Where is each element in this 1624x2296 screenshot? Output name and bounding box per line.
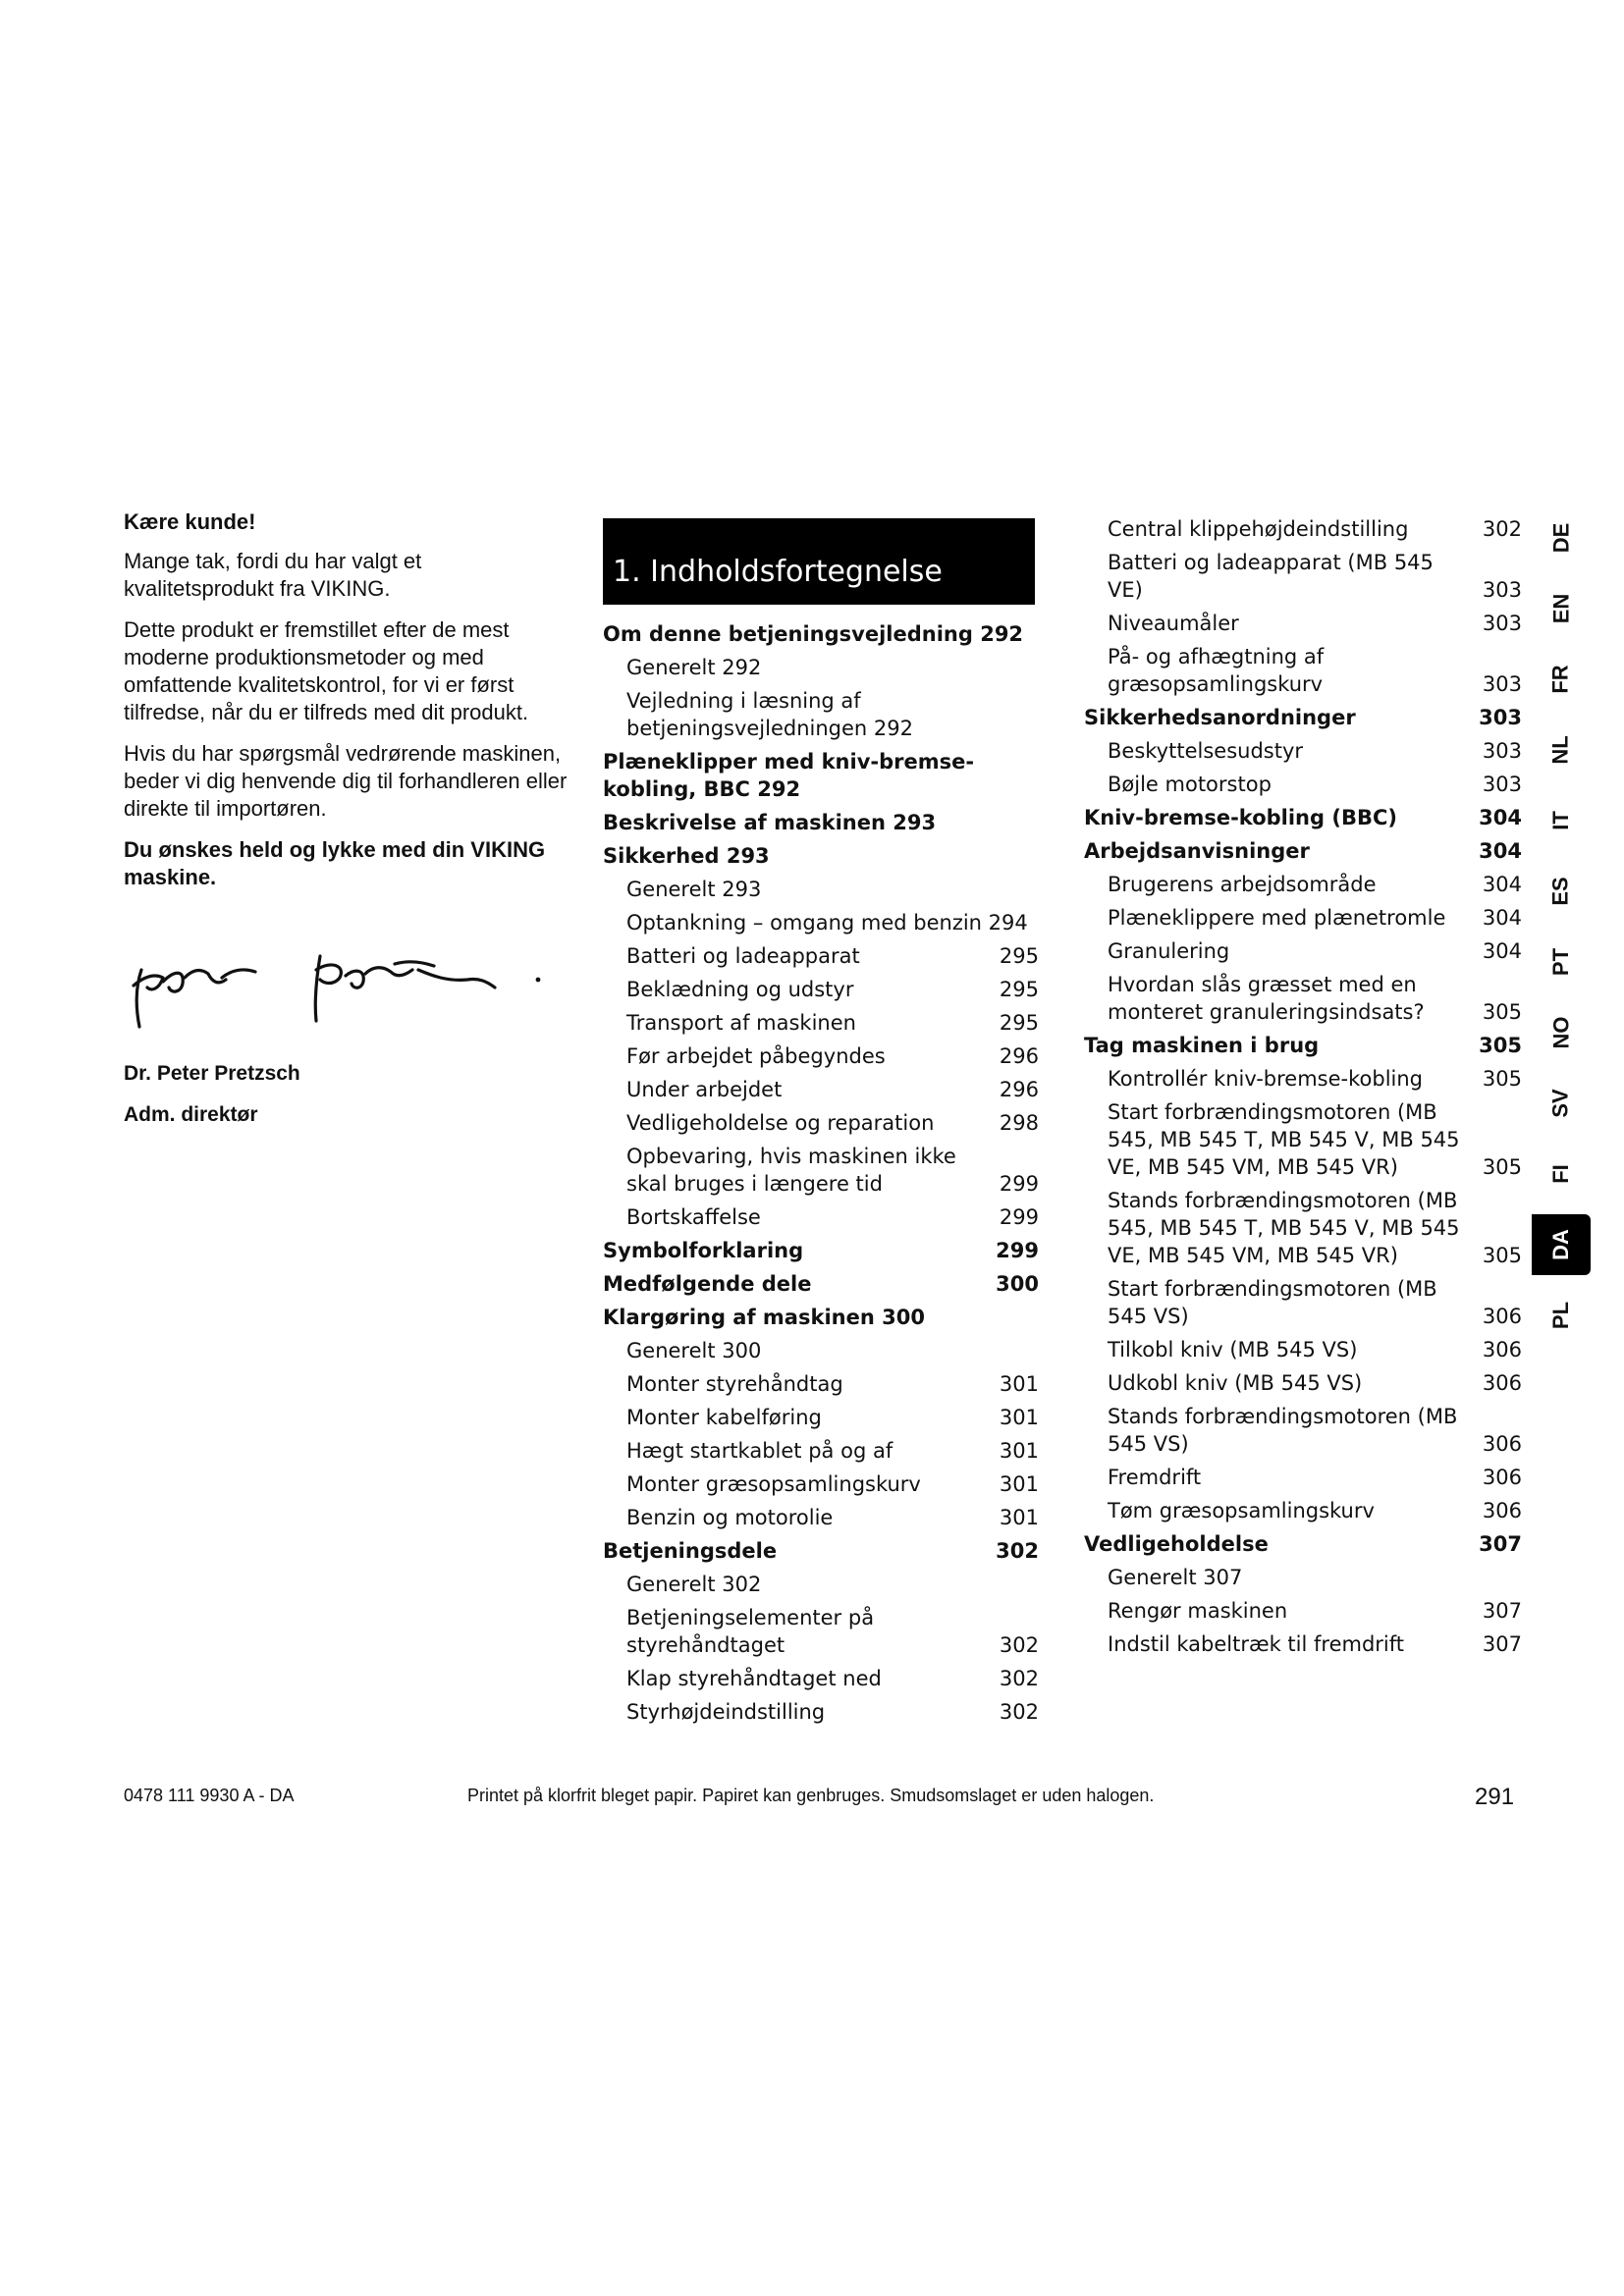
- toc-entry-text: Granulering: [1108, 939, 1230, 963]
- language-tab-fr[interactable]: [1532, 657, 1591, 702]
- toc-entry-text: Niveaumåler: [1108, 612, 1239, 635]
- language-tab-es[interactable]: [1532, 869, 1591, 914]
- signature-image: [124, 931, 556, 1039]
- toc-entry-page: 303: [1482, 773, 1522, 796]
- language-tab-no[interactable]: [1532, 1010, 1591, 1055]
- toc-entry[interactable]: [603, 1571, 1039, 1598]
- toc-entry-page: 303: [1482, 739, 1522, 763]
- toc-entry[interactable]: [1084, 837, 1522, 865]
- language-tab-it[interactable]: [1532, 798, 1591, 843]
- toc-entry-page: 302: [999, 1667, 1039, 1690]
- toc-entry[interactable]: [603, 1504, 1039, 1531]
- toc-entry[interactable]: [1084, 871, 1522, 898]
- toc-entry-page: 305: [1482, 1067, 1522, 1091]
- toc-entry[interactable]: [603, 1304, 1039, 1331]
- toc-entry-text: Hægt startkablet på og af: [626, 1439, 893, 1463]
- paper-note: Printet på klorfrit bleget papir. Papiret kan genbruges. Smudsomslaget er uden halogen.: [467, 1786, 1155, 1805]
- toc-entry-page: 304: [1479, 839, 1522, 863]
- toc-entry-page: 302: [999, 1700, 1039, 1724]
- toc-entry-text: Stands forbrændingsmotoren (MB 545, MB 545 T, MB 545 V, MB 545 VE, MB 545 VM, MB 545 VR): [1108, 1189, 1460, 1267]
- language-tab-label: PL: [1548, 1301, 1573, 1330]
- toc-title-text: 1. Indholdsfortegnelse: [613, 555, 943, 589]
- toc-entry-text: Kniv-bremse-kobling (BBC): [1084, 806, 1397, 829]
- toc-entry-text: Plæneklippere med plænetromle: [1108, 906, 1446, 930]
- language-tab-label: DA: [1548, 1229, 1573, 1260]
- toc-entry-text: Stands forbrændingsmotoren (MB 545 VS): [1108, 1405, 1458, 1456]
- toc-entry[interactable]: [1084, 1403, 1522, 1458]
- toc-entry-text: Vejledning i læsning af betjeningsvejledningen 292: [626, 689, 914, 740]
- toc-entry[interactable]: [1084, 1032, 1522, 1059]
- toc-entry[interactable]: [603, 748, 1039, 803]
- toc-entry[interactable]: [603, 1076, 1039, 1103]
- language-tabs: [1532, 515, 1591, 1363]
- toc-entry[interactable]: [1084, 610, 1522, 637]
- letter-paragraph-3: Hvis du har spørgsmål vedrørende maskinen, beder vi dig henvende dig til forhandleren eller direkte til importøren.: [124, 741, 568, 821]
- toc-entry-text: Monter græsopsamlingskurv: [626, 1472, 921, 1496]
- toc-entry-page: 301: [999, 1406, 1039, 1429]
- toc-entry-page: 306: [1482, 1466, 1522, 1489]
- toc-entry[interactable]: [1084, 737, 1522, 765]
- toc-entry-page: 303: [1482, 672, 1522, 696]
- toc-entry[interactable]: [1084, 1464, 1522, 1491]
- toc-entry-text: Benzin og motorolie: [626, 1506, 834, 1529]
- toc-middle-column: [603, 620, 1039, 1732]
- language-tab-fi[interactable]: [1532, 1151, 1591, 1197]
- toc-entry-text: Optankning – omgang med benzin 294: [626, 911, 1028, 934]
- toc-entry[interactable]: [1084, 549, 1522, 604]
- toc-entry[interactable]: [603, 909, 1039, 936]
- signer-name: Dr. Peter Pretzsch: [124, 1062, 300, 1085]
- toc-entry-page: 296: [999, 1078, 1039, 1101]
- toc-entry[interactable]: [603, 809, 1039, 836]
- toc-entry[interactable]: [1084, 515, 1522, 543]
- toc-entry-page: 305: [1482, 1155, 1522, 1179]
- toc-entry-text: Fremdrift: [1108, 1466, 1202, 1489]
- toc-entry-text: Start forbrændingsmotoren (MB 545, MB 545 T, MB 545 V, MB 545 VE, MB 545 VM, MB 545 VR): [1108, 1100, 1460, 1179]
- language-tab-label: PT: [1548, 947, 1573, 977]
- toc-entry-text: Plæneklipper med kniv-bremse-kobling, BBC 292: [603, 750, 975, 801]
- toc-entry[interactable]: [1084, 1098, 1522, 1181]
- language-tab-de[interactable]: [1532, 515, 1591, 561]
- toc-entry-page: 302: [996, 1539, 1039, 1563]
- toc-entry[interactable]: [1084, 937, 1522, 965]
- letter-closing: Du ønskes held og lykke med din VIKING maskine.: [124, 837, 546, 889]
- toc-entry-page: 299: [999, 1205, 1039, 1229]
- toc-entry[interactable]: [1084, 1597, 1522, 1625]
- toc-entry[interactable]: [1084, 1187, 1522, 1269]
- toc-entry-text: Tøm græsopsamlingskurv: [1108, 1499, 1375, 1522]
- toc-entry-text: Opbevaring, hvis maskinen ikke skal bruges i længere tid: [626, 1145, 956, 1196]
- toc-entry[interactable]: [603, 1370, 1039, 1398]
- language-tab-nl[interactable]: [1532, 727, 1591, 773]
- toc-entry[interactable]: [603, 687, 1039, 742]
- toc-entry[interactable]: [603, 1143, 1039, 1198]
- toc-entry-page: 305: [1479, 1034, 1522, 1057]
- toc-entry[interactable]: [603, 620, 1039, 648]
- toc-entry-page: 304: [1479, 806, 1522, 829]
- toc-entry-page: 306: [1482, 1338, 1522, 1362]
- language-tab-label: IT: [1548, 811, 1573, 830]
- toc-entry-page: 304: [1482, 906, 1522, 930]
- toc-entry-text: Beskyttelsesudstyr: [1108, 739, 1304, 763]
- toc-entry-text: Start forbrændingsmotoren (MB 545 VS): [1108, 1277, 1437, 1328]
- toc-entry-page: 306: [1482, 1371, 1522, 1395]
- toc-entry[interactable]: [1084, 643, 1522, 698]
- toc-entry[interactable]: [603, 1537, 1039, 1565]
- toc-entry[interactable]: [1084, 1497, 1522, 1524]
- toc-entry-text: Hvordan slås græsset med en monteret granuleringsindsats?: [1108, 973, 1425, 1024]
- toc-entry-page: 296: [999, 1044, 1039, 1068]
- toc-entry[interactable]: [1084, 1336, 1522, 1363]
- toc-entry-text: Sikkerhedsanordninger: [1084, 706, 1356, 729]
- toc-entry[interactable]: [1084, 704, 1522, 731]
- toc-entry-text: Arbejdsanvisninger: [1084, 839, 1310, 863]
- toc-entry-text: Generelt 293: [626, 878, 762, 901]
- toc-entry[interactable]: [1084, 1630, 1522, 1658]
- toc-entry[interactable]: [1084, 904, 1522, 932]
- toc-entry[interactable]: [603, 1470, 1039, 1498]
- toc-entry-page: 307: [1482, 1599, 1522, 1623]
- document-code: 0478 111 9930 A - DA: [124, 1786, 295, 1805]
- welcome-letter: [124, 508, 575, 1143]
- toc-entry-text: Brugerens arbejdsområde: [1108, 873, 1377, 896]
- toc-entry-text: Symbolforklaring: [603, 1239, 804, 1262]
- toc-entry-page: 295: [999, 978, 1039, 1001]
- toc-entry[interactable]: [1084, 1369, 1522, 1397]
- toc-entry[interactable]: [603, 1270, 1039, 1298]
- language-tab-en[interactable]: [1532, 586, 1591, 631]
- toc-entry-text: Central klippehøjdeindstilling: [1108, 517, 1409, 541]
- toc-entry-text: Udkobl kniv (MB 545 VS): [1108, 1371, 1363, 1395]
- toc-entry-page: 307: [1482, 1632, 1522, 1656]
- toc-entry-page: 300: [996, 1272, 1039, 1296]
- signer-title: Adm. direktør: [124, 1103, 258, 1126]
- toc-entry[interactable]: [603, 1665, 1039, 1692]
- language-tab-label: NL: [1547, 735, 1573, 765]
- toc-entry-text: Transport af maskinen: [626, 1011, 856, 1035]
- toc-entry[interactable]: [1084, 971, 1522, 1026]
- toc-entry[interactable]: [1084, 1275, 1522, 1330]
- toc-entry-page: 307: [1479, 1532, 1522, 1556]
- language-tab-pl[interactable]: [1532, 1293, 1591, 1338]
- language-tab-pt[interactable]: [1532, 939, 1591, 985]
- toc-entry-text: Betjeningsdele: [603, 1539, 778, 1563]
- language-tab-label: FR: [1547, 665, 1573, 694]
- language-tab-label: FI: [1548, 1164, 1573, 1184]
- language-tab-da[interactable]: [1532, 1214, 1591, 1275]
- toc-entry[interactable]: [603, 1698, 1039, 1726]
- language-tab-sv[interactable]: [1532, 1081, 1591, 1126]
- language-tab-label: NO: [1548, 1016, 1573, 1049]
- toc-entry[interactable]: [1084, 1065, 1522, 1093]
- toc-entry-page: 304: [1482, 939, 1522, 963]
- toc-entry-text: Vedligeholdelse og reparation: [626, 1111, 935, 1135]
- toc-entry-text: Generelt 307: [1108, 1566, 1243, 1589]
- toc-entry-page: 303: [1482, 578, 1522, 602]
- toc-entry-page: 295: [999, 1011, 1039, 1035]
- toc-entry-text: Tag maskinen i brug: [1084, 1034, 1320, 1057]
- toc-title: [603, 518, 1035, 605]
- greeting: Kære kunde!: [124, 509, 256, 534]
- page-number: 291: [1475, 1784, 1515, 1810]
- language-tab-label: DE: [1548, 522, 1573, 554]
- toc-entry[interactable]: [603, 1404, 1039, 1431]
- toc-entry-text: Styrhøjdeindstilling: [626, 1700, 826, 1724]
- toc-entry-text: Bortskaffelse: [626, 1205, 761, 1229]
- toc-entry[interactable]: [1084, 1564, 1522, 1591]
- toc-entry-page: 295: [999, 944, 1039, 968]
- toc-entry-text: Klargøring af maskinen 300: [603, 1306, 925, 1329]
- toc-entry-text: Kontrollér kniv-bremse-kobling: [1108, 1067, 1423, 1091]
- toc-entry[interactable]: [603, 1237, 1039, 1264]
- toc-entry-page: 306: [1482, 1432, 1522, 1456]
- toc-entry-page: 299: [999, 1172, 1039, 1196]
- toc-entry[interactable]: [603, 1042, 1039, 1070]
- signature: [124, 931, 575, 1039]
- toc-entry[interactable]: [603, 1009, 1039, 1037]
- toc-entry[interactable]: [603, 1203, 1039, 1231]
- toc-entry[interactable]: [603, 976, 1039, 1003]
- toc-right-column: [1084, 515, 1522, 1664]
- toc-entry-text: Generelt 292: [626, 656, 762, 679]
- toc-entry-text: På- og afhægtning af græsopsamlingskurv: [1108, 645, 1325, 696]
- toc-entry-text: Beklædning og udstyr: [626, 978, 854, 1001]
- toc-entry[interactable]: [603, 1337, 1039, 1364]
- toc-entry-page: 303: [1482, 612, 1522, 635]
- toc-entry-page: 305: [1482, 1000, 1522, 1024]
- letter-paragraph-2: Dette produkt er fremstillet efter de mest moderne produktionsmetoder og med omfattende kvalitetskontrol, for vi er først tilfredse, når du er tilfreds med dit produkt.: [124, 617, 529, 724]
- toc-entry-page: 298: [999, 1111, 1039, 1135]
- toc-entry-text: Monter kabelføring: [626, 1406, 822, 1429]
- toc-entry-text: Beskrivelse af maskinen 293: [603, 811, 937, 834]
- toc-entry-text: Bøjle motorstop: [1108, 773, 1272, 796]
- toc-entry-page: 304: [1482, 873, 1522, 896]
- toc-entry-page: 302: [1482, 517, 1522, 541]
- language-tab-label: EN: [1548, 593, 1573, 624]
- toc-entry-page: 305: [1482, 1244, 1522, 1267]
- toc-entry[interactable]: [603, 842, 1039, 870]
- toc-entry-page: 306: [1482, 1305, 1522, 1328]
- toc-entry-text: Rengør maskinen: [1108, 1599, 1288, 1623]
- toc-entry-text: Sikkerhed 293: [603, 844, 770, 868]
- toc-entry[interactable]: [1084, 804, 1522, 831]
- toc-entry-text: Vedligeholdelse: [1084, 1532, 1269, 1556]
- toc-entry-page: 303: [1479, 706, 1522, 729]
- toc-entry-text: Generelt 302: [626, 1573, 762, 1596]
- toc-entry[interactable]: [603, 654, 1039, 681]
- toc-entry-page: 306: [1482, 1499, 1522, 1522]
- toc-entry[interactable]: [603, 876, 1039, 903]
- toc-entry-page: 301: [999, 1472, 1039, 1496]
- toc-entry-text: Batteri og ladeapparat (MB 545 VE): [1108, 551, 1434, 602]
- toc-entry-text: Klap styrehåndtaget ned: [626, 1667, 882, 1690]
- toc-entry-text: Om denne betjeningsvejledning 292: [603, 622, 1024, 646]
- toc-entry-text: Betjeningselementer på styrehåndtaget: [626, 1606, 875, 1657]
- language-tab-label: ES: [1547, 877, 1573, 906]
- toc-entry-page: 302: [999, 1633, 1039, 1657]
- toc-entry-text: Indstil kabeltræk til fremdrift: [1108, 1632, 1404, 1656]
- toc-entry-text: Batteri og ladeapparat: [626, 944, 860, 968]
- toc-entry[interactable]: [603, 1604, 1039, 1659]
- toc-entry-text: Før arbejdet påbegyndes: [626, 1044, 886, 1068]
- toc-entry[interactable]: [603, 942, 1039, 970]
- toc-entry-text: Generelt 300: [626, 1339, 762, 1362]
- toc-entry-text: Monter styrehåndtag: [626, 1372, 843, 1396]
- toc-entry-text: Tilkobl kniv (MB 545 VS): [1108, 1338, 1358, 1362]
- toc-entry[interactable]: [603, 1437, 1039, 1465]
- toc-entry-text: Under arbejdet: [626, 1078, 783, 1101]
- language-tab-label: SV: [1547, 1089, 1573, 1118]
- toc-entry-text: Medfølgende dele: [603, 1272, 812, 1296]
- toc-entry-page: 301: [999, 1439, 1039, 1463]
- toc-entry[interactable]: [603, 1109, 1039, 1137]
- toc-entry-page: 301: [999, 1372, 1039, 1396]
- toc-entry-page: 299: [996, 1239, 1039, 1262]
- toc-entry[interactable]: [1084, 771, 1522, 798]
- letter-paragraph-1: Mange tak, fordi du har valgt et kvalitetsprodukt fra VIKING.: [124, 549, 422, 601]
- toc-entry[interactable]: [1084, 1530, 1522, 1558]
- toc-entry-page: 301: [999, 1506, 1039, 1529]
